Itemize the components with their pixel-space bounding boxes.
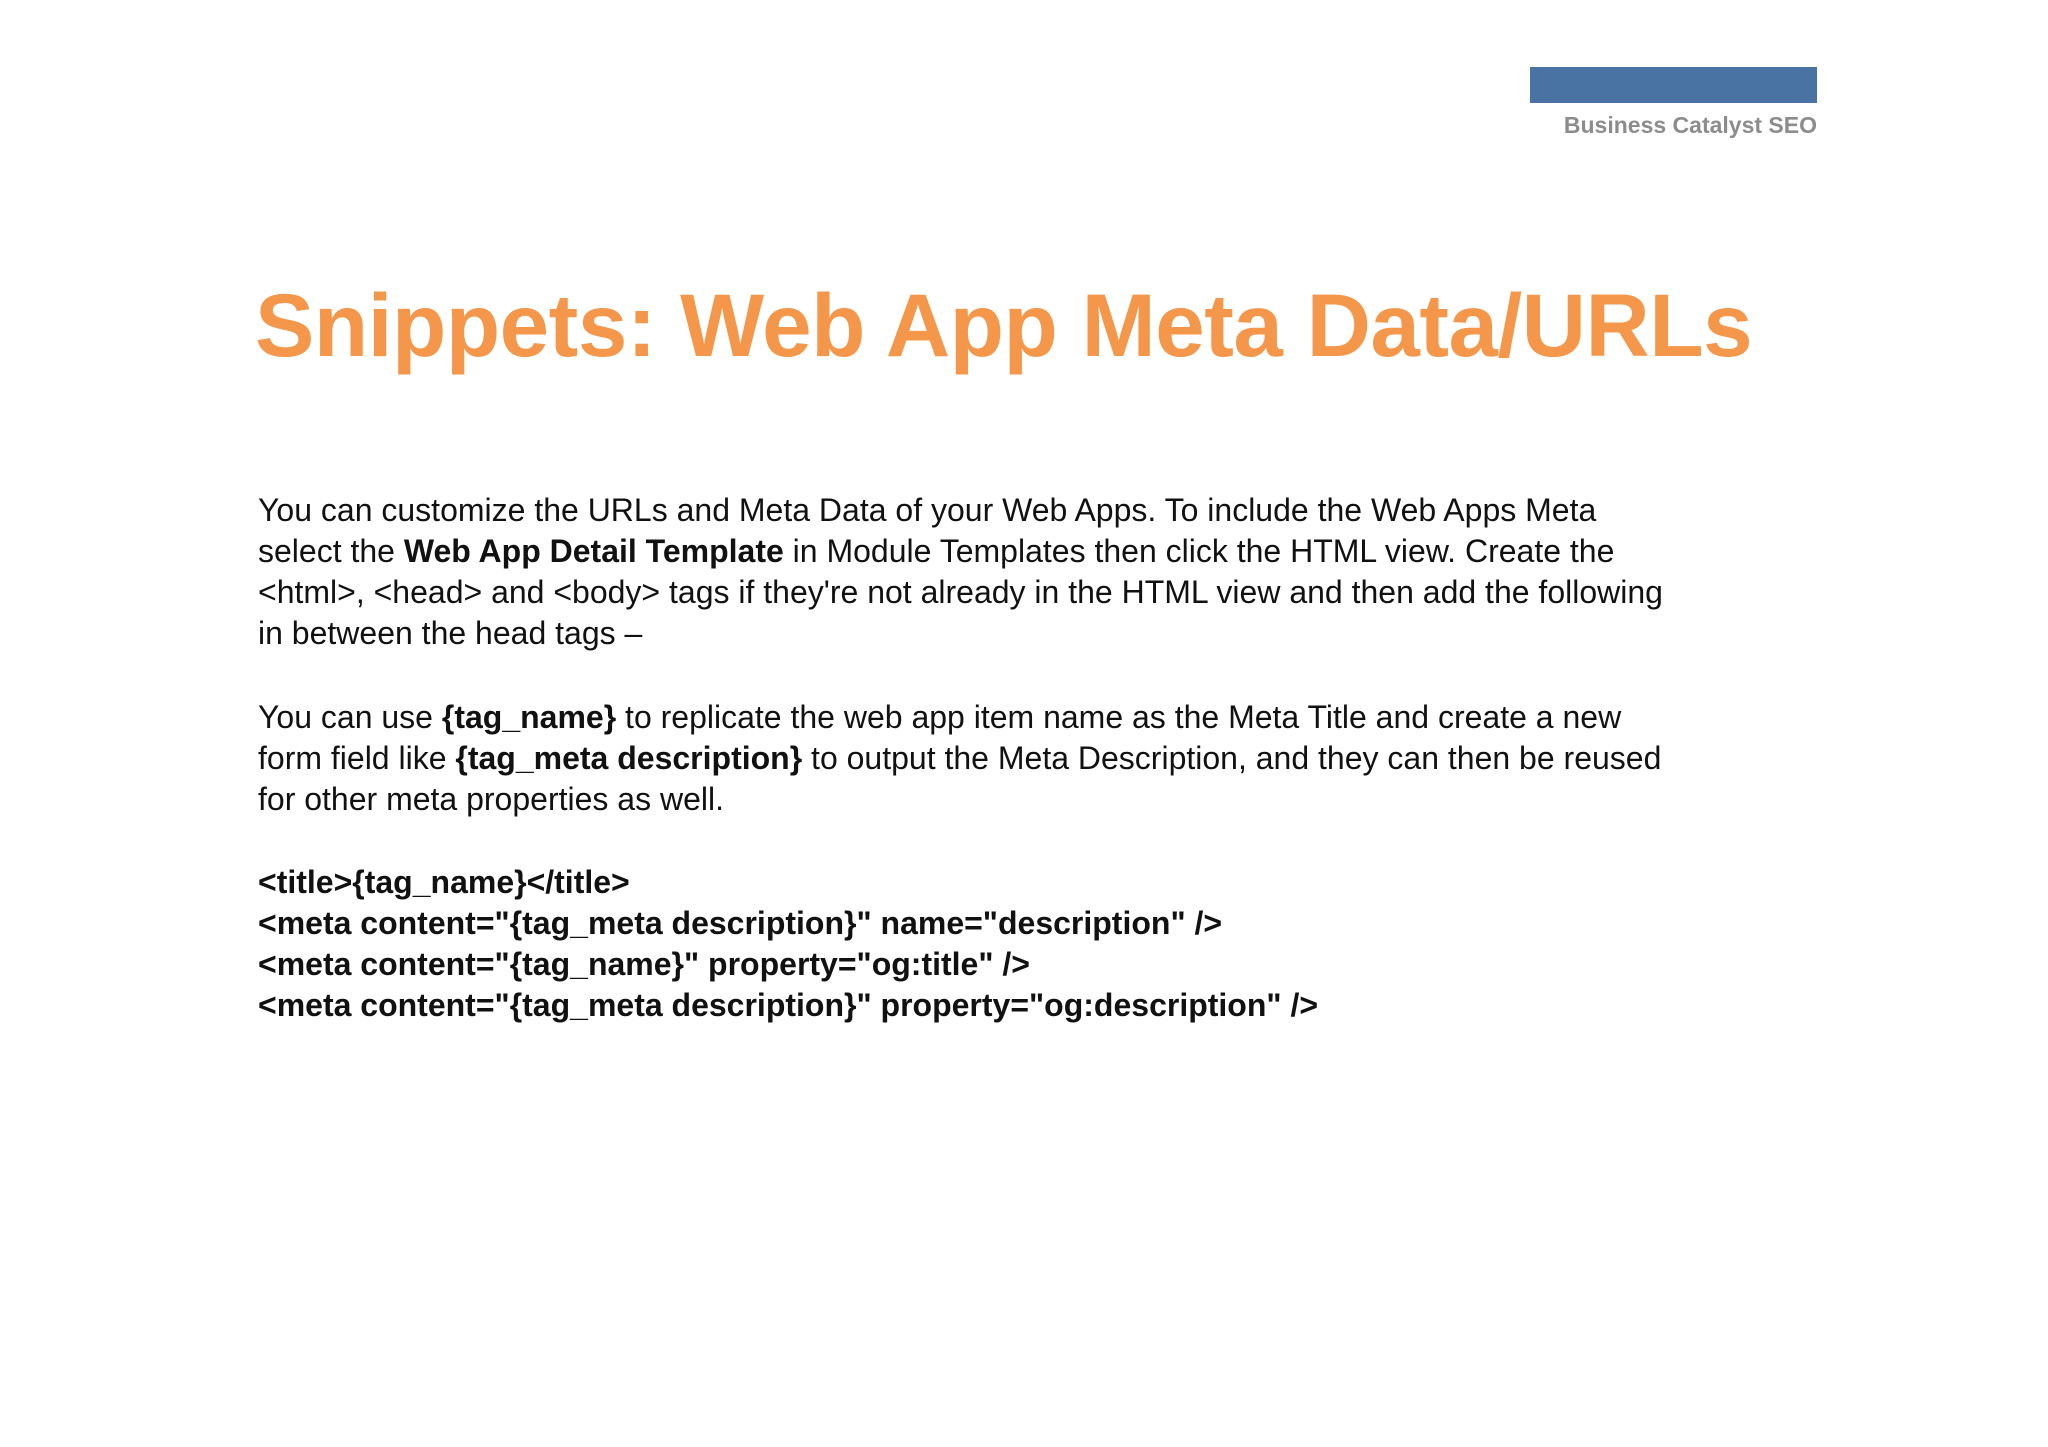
code-line-title: <title>{tag_name}</title> (258, 864, 630, 900)
intro-line-4: in between the head tags – (258, 615, 643, 651)
tag-usage-line-2-post: to output the Meta Description, and they can then be reused (802, 740, 1662, 776)
template-name-emphasis: Web App Detail Template (403, 533, 784, 569)
intro-line-2-post: in Module Templates then click the HTML view. Create the (783, 533, 1615, 569)
tag-usage-line-2-pre: form field like (258, 740, 456, 776)
brand-label: Business Catalyst SEO (1563, 112, 1817, 138)
code-line-og-description: <meta content="{tag_meta description}" property="og:description" /> (258, 987, 1319, 1023)
tag-usage-paragraph (258, 697, 1818, 820)
tag-name-emphasis: {tag_name} (441, 699, 617, 735)
tag-meta-description-emphasis: {tag_meta description} (455, 740, 803, 776)
intro-line-2 (258, 531, 1818, 572)
tag-usage-line-2 (258, 738, 1818, 779)
tag-usage-line-1-post: to replicate the web app item name as the Meta Title and create a new (616, 699, 1622, 735)
brand-accent-bar (1530, 67, 1817, 103)
tag-usage-line-3: for other meta properties as well. (258, 781, 724, 817)
code-line-meta-description: <meta content="{tag_meta description}" name="description" /> (258, 905, 1223, 941)
intro-line-2-pre: select the (258, 533, 404, 569)
code-snippet-block (258, 862, 1818, 1026)
intro-line-3: <html>, <head> and <body> tags if they're not already in the HTML view and then add the following (258, 574, 1663, 610)
tag-usage-line-1 (258, 697, 1818, 738)
code-line-og-title: <meta content="{tag_name}" property="og:title" /> (258, 946, 1030, 982)
intro-line-1: You can customize the URLs and Meta Data of your Web Apps. To include the Web Apps Meta (258, 492, 1597, 528)
page-title: Snippets: Web App Meta Data/URLs (255, 275, 1753, 375)
tag-usage-line-1-pre: You can use (258, 699, 442, 735)
intro-paragraph (258, 490, 1818, 654)
